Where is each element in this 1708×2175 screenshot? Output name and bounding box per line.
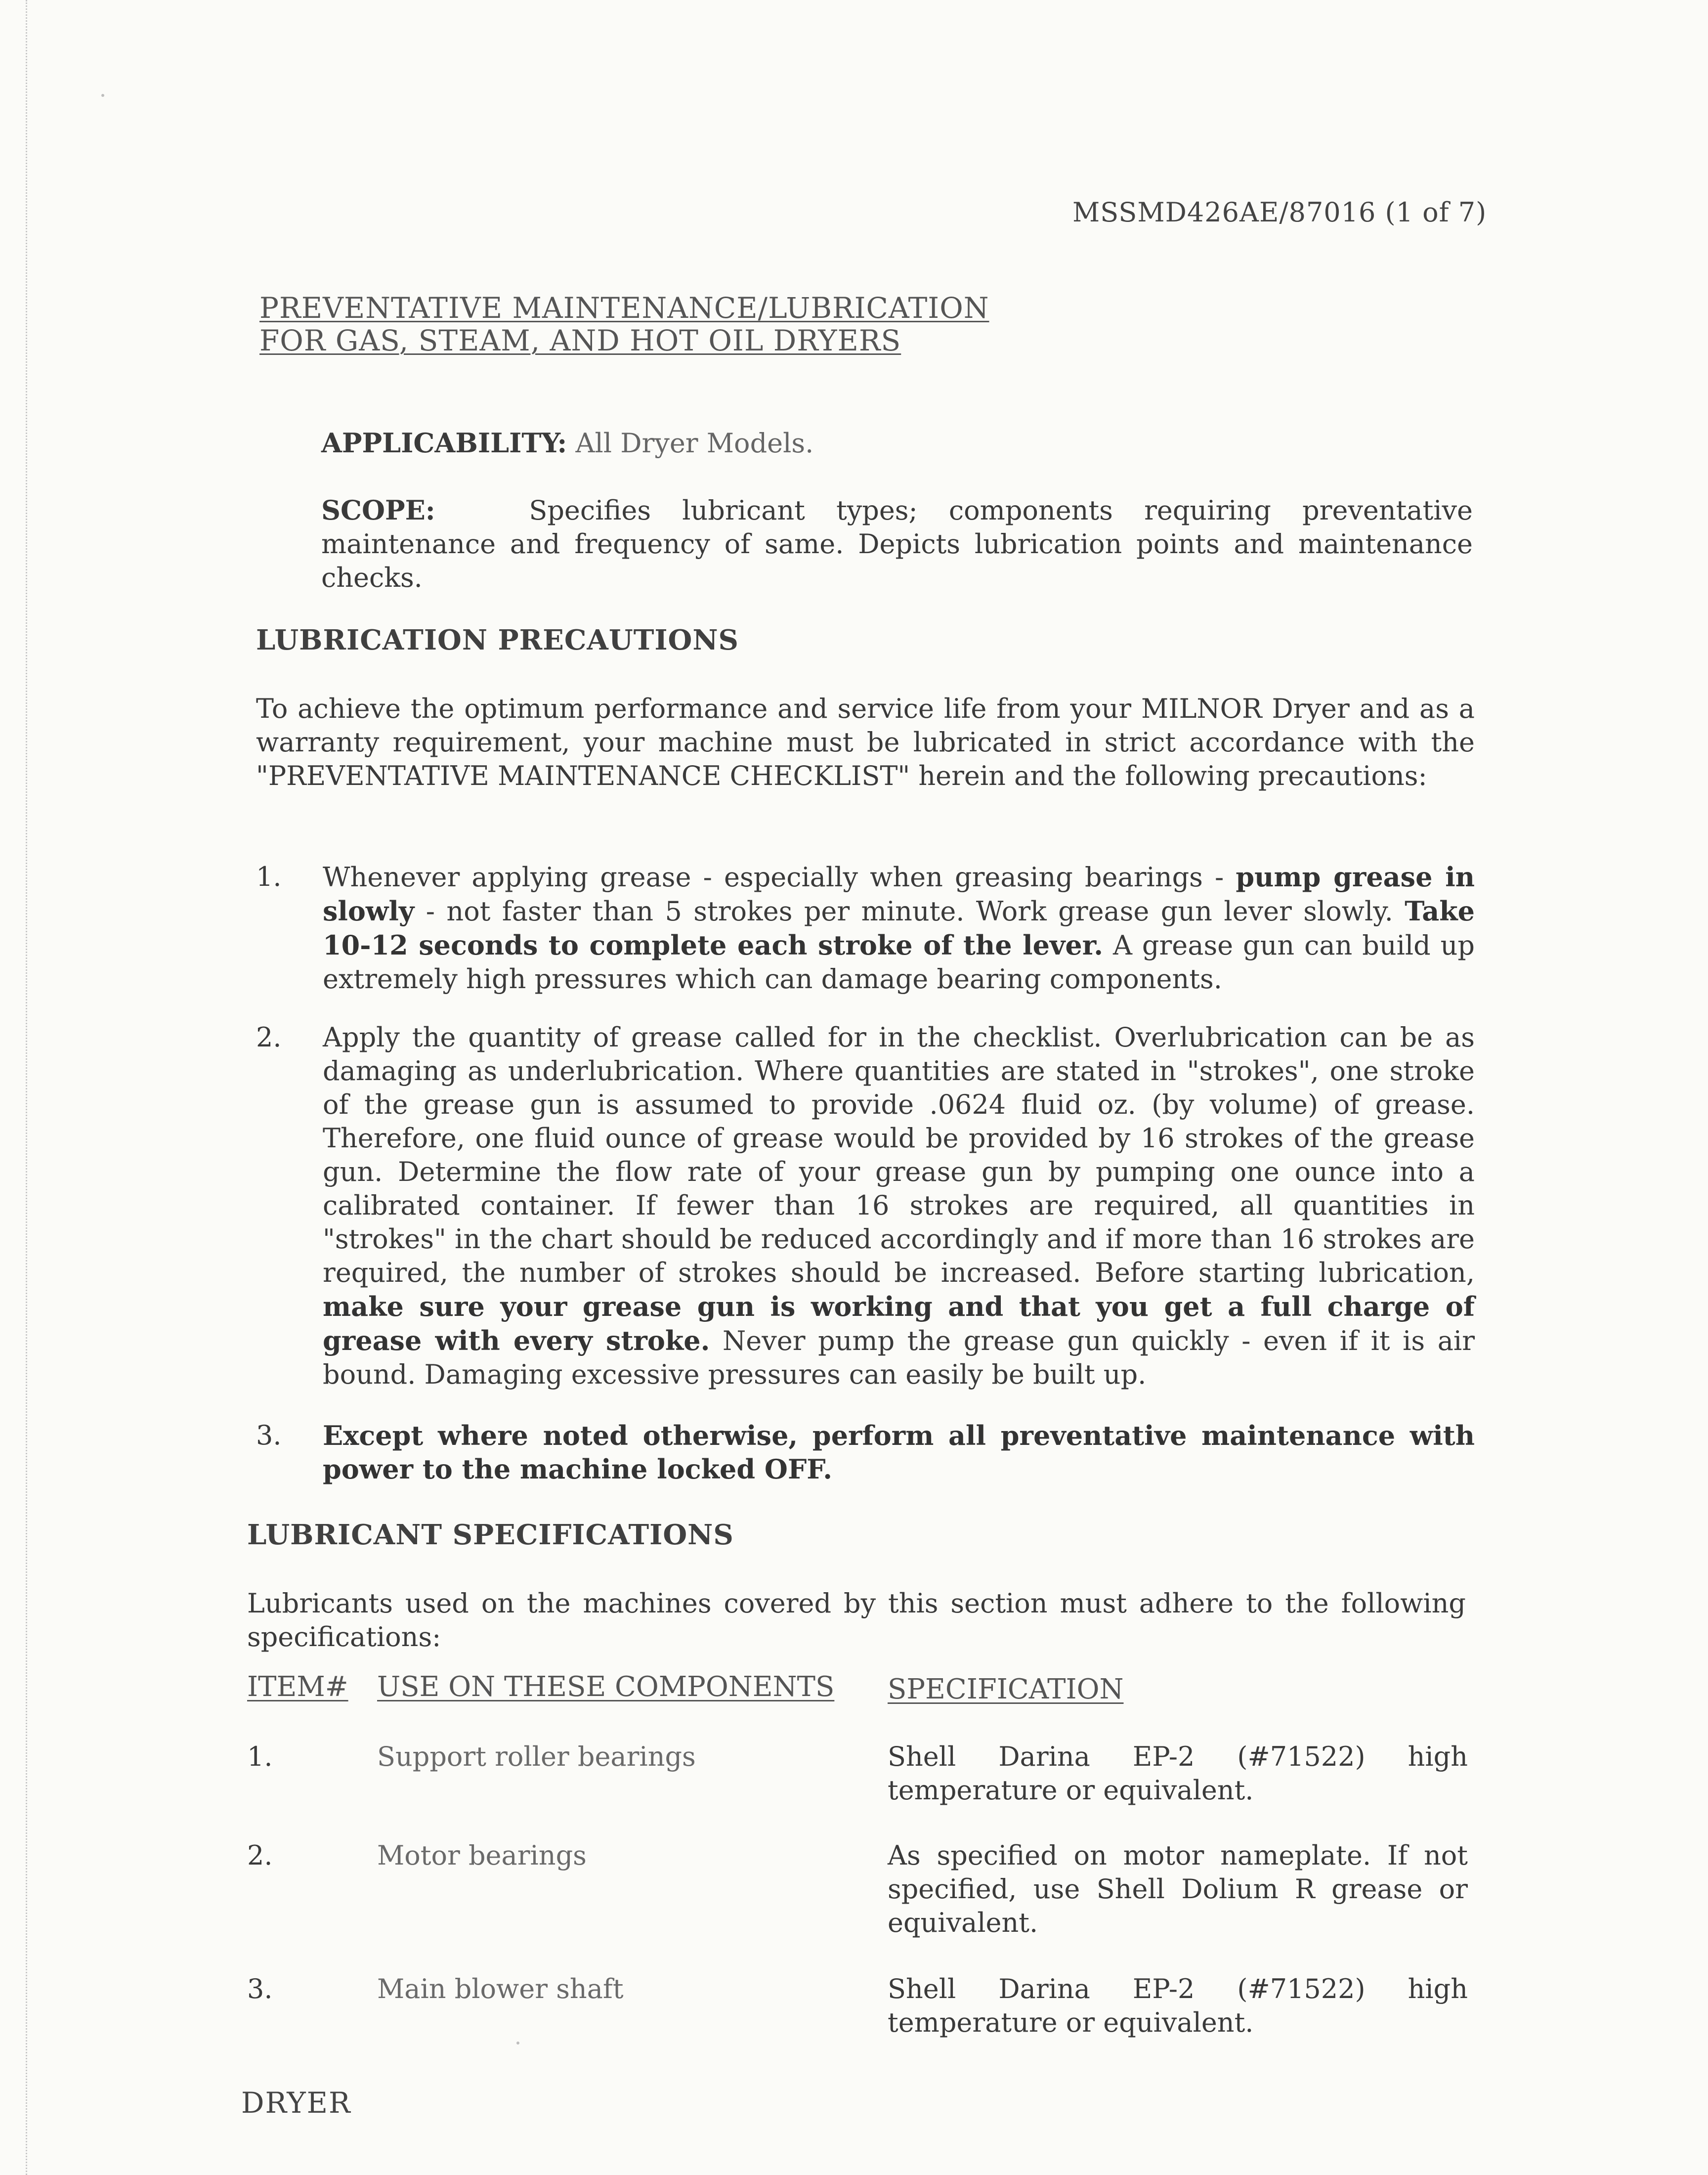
text-run: - not faster than 5 strokes per minute. Work grease gun lever slowly.: [414, 896, 1405, 927]
applicability-label: APPLICABILITY:: [321, 427, 567, 459]
document-id: MSSMD426AE/87016 (1 of 7): [1072, 197, 1487, 228]
column-header-item: ITEM#: [247, 1671, 348, 1703]
scope: [321, 493, 1473, 595]
text-run: A grease gun can build up extremely high pressures which can damage bearing components.: [323, 930, 1475, 995]
list-body: [323, 860, 1475, 996]
scope-label: SCOPE:: [321, 494, 435, 526]
scan-speck: [101, 94, 104, 97]
scan-speck: [516, 2042, 519, 2044]
row-component: Motor bearings: [377, 1840, 587, 1871]
row-specification: As specified on motor nameplate. If not specified, use Shell Dolium R grease or equivalent.: [888, 1840, 1468, 1938]
bold-run: make sure your grease gun is working and that you get a full charge of grease with every stroke.: [323, 1291, 1475, 1356]
bold-run: pump grease in slowly: [323, 861, 1475, 927]
lubricant-specifications-heading: LUBRICANT SPECIFICATIONS: [247, 1519, 734, 1551]
page-title: [259, 292, 989, 357]
list-body: [323, 1021, 1475, 1392]
title-line-2: FOR GAS, STEAM, AND HOT OIL DRYERS: [259, 324, 901, 357]
column-header-components: USE ON THESE COMPONENTS: [377, 1671, 835, 1703]
list-number: 1.: [256, 861, 282, 892]
text-run: Never pump the grease gun quickly - even if it is air bound. Damaging excessive pressures can easily be built up.: [323, 1325, 1475, 1390]
footer-label: DRYER: [241, 2086, 351, 2120]
row-number: 1.: [247, 1741, 273, 1772]
bold-run: Take 10-12 seconds to complete each stroke of the lever.: [323, 895, 1475, 961]
list-body: Except where noted otherwise, perform all preventative maintenance with power to the machine locked OFF.: [323, 1420, 1475, 1485]
table-row: [247, 1839, 1468, 1943]
scope-text: Specifies lubricant types; components requiring preventative maintenance and frequency of same. Depicts lubrication points and maintenance checks.: [321, 495, 1473, 593]
page-edge: [26, 0, 27, 2175]
row-component: Main blower shaft: [377, 1973, 624, 2004]
applicability-text: All Dryer Models.: [575, 428, 814, 459]
precautions-intro: To achieve the optimum performance and service life from your MILNOR Dryer and as a warranty requirement, your machine must be lubricated in strict accordance with the "PREVENTATIVE MAINTENANCE CHECKLIST" herein and the following precautions:: [256, 693, 1475, 791]
table-row: [247, 1972, 1468, 2042]
title-line-1: PREVENTATIVE MAINTENANCE/LUBRICATION: [259, 291, 989, 325]
row-specification: Shell Darina EP-2 (#71522) high temperature or equivalent.: [888, 1741, 1468, 1806]
row-number: 3.: [247, 1973, 273, 2004]
row-component: Support roller bearings: [377, 1741, 696, 1772]
text-run: Whenever applying grease - especially when greasing bearings -: [323, 862, 1236, 893]
row-specification: Shell Darina EP-2 (#71522) high temperature or equivalent.: [888, 1973, 1468, 2038]
list-number: 2.: [256, 1022, 282, 1053]
text-run: Apply the quantity of grease called for in the checklist. Overlubrication can be as damaging as underlubrication. Where quantities are stated in "strokes", one stroke of the grease gun is assumed to provide .0624 fluid oz. (by volume) of grease. Therefore, one fluid ounce of grease would be provided by 16 strokes of the grease gun. Determine the flow rate of your grease gun by pumping one ounce into a calibrated container. If fewer than 16 strokes are required, all quantities in "strokes" in the chart should be reduced accordingly and if more than 16 strokes are required, the number of strokes should be increased. Before starting lubrication,: [323, 1022, 1475, 1288]
applicability: [321, 426, 1240, 460]
row-number: 2.: [247, 1840, 273, 1871]
list-number: 3.: [256, 1420, 282, 1451]
column-header-specification: SPECIFICATION: [888, 1673, 1124, 1705]
table-row: [247, 1740, 1468, 1809]
lubricants-intro: Lubricants used on the machines covered by this section must adhere to the following specifications:: [247, 1588, 1466, 1653]
lubrication-precautions-heading: LUBRICATION PRECAUTIONS: [256, 624, 739, 656]
